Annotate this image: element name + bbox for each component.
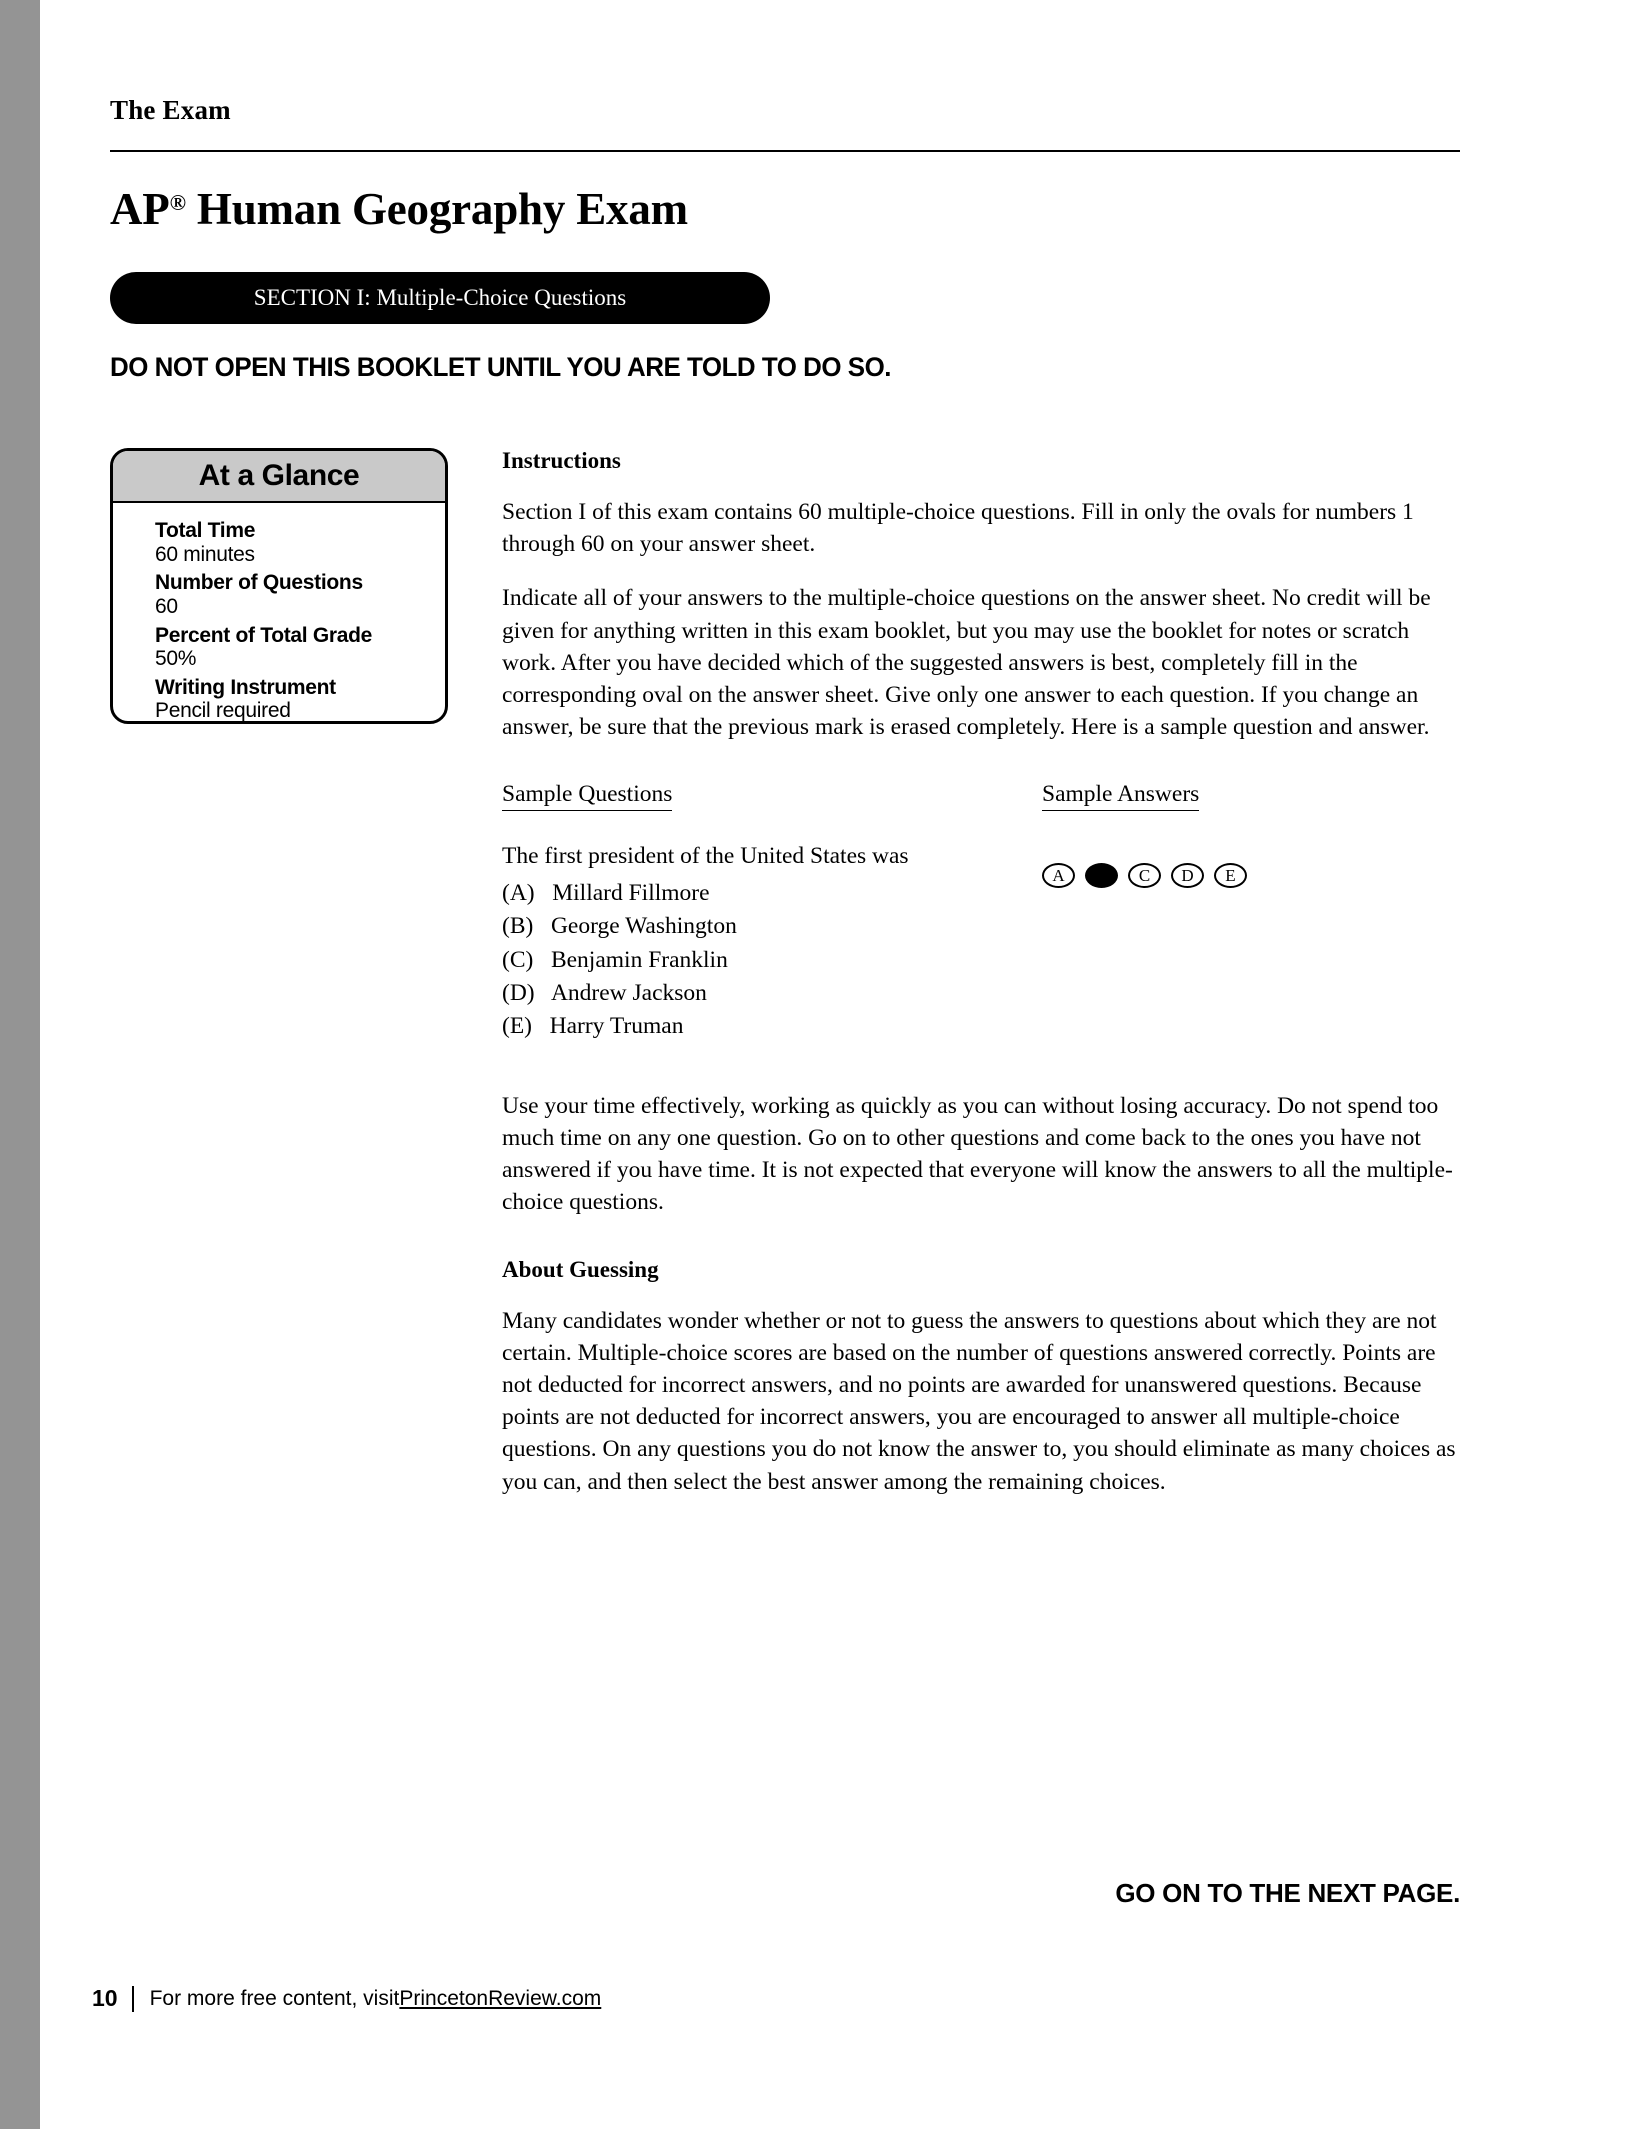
sample-choice-e: (E) Harry Truman	[502, 1013, 684, 1040]
answer-bubble-d[interactable]: D	[1171, 863, 1204, 888]
instructions-column	[502, 448, 1460, 1498]
timing-paragraph: Use your time effectively, working as quickly as you can without losing accuracy. Do not spend too much time on any one question. Go on to other questions and come back to the ones you have not answered if you have time. It is not expected that everyone will know the answers to all the multiple-choice questions.	[502, 1092, 1453, 1216]
sample-choice-c: (C) Benjamin Franklin	[502, 946, 728, 973]
at-a-glance-value-total-time: 60 minutes	[155, 542, 255, 566]
at-a-glance-label-percent-of-total-grade: Percent of Total Grade	[155, 623, 373, 647]
instructions-paragraph-1: Section I of this exam contains 60 multiple-choice questions. Fill in only the ovals for numbers 1 through 60 on your answer sheet.	[502, 499, 1414, 558]
sample-choice-a: (A) Millard Fillmore	[502, 880, 710, 907]
footer-text: For more free content, visit	[149, 1986, 400, 2010]
title-main: AP	[110, 184, 170, 234]
title-rest: Human Geography Exam	[185, 184, 688, 234]
instructions-heading: Instructions	[502, 448, 621, 473]
at-a-glance-label-total-time: Total Time	[155, 519, 256, 542]
page-content	[92, 0, 1510, 2129]
at-a-glance-label-number-of-questions: Number of Questions	[155, 571, 363, 595]
registered-trademark-icon: ®	[169, 190, 186, 215]
sample-choice-d: (D) Andrew Jackson	[502, 980, 707, 1007]
about-guessing-heading: About Guessing	[502, 1256, 659, 1282]
about-guessing-paragraph: Many candidates wonder whether or not to guess the answers to questions about which they are not certain. Multiple-choice scores are based on the number of questions answered correctly. Points are not deducted for incorrect answers, and no points are awarded for unanswered questions. Because points are not deducted for incorrect answers, you are encouraged to answer all multiple-choice questions. On any questions you do not know the answer to, you should eliminate as many choices as you can, and then select the best answer among the remaining choices.	[502, 1307, 1456, 1495]
sample-question-block	[502, 841, 1460, 1044]
page-title	[110, 183, 688, 235]
page-number: 10	[92, 1985, 118, 2011]
section-banner-label: SECTION I: Multiple-Choice Questions	[253, 285, 627, 310]
footer-divider	[132, 1986, 134, 2012]
page-edge-bar	[0, 0, 40, 2129]
answer-bubble-e[interactable]: E	[1214, 863, 1247, 888]
at-a-glance-body	[113, 503, 445, 724]
at-a-glance-header: At a Glance	[113, 451, 445, 503]
at-a-glance-value-percent-of-total-grade: 50%	[155, 647, 197, 671]
sample-labels-row	[502, 781, 1460, 811]
instructions-paragraph-2: Indicate all of your answers to the multiple-choice questions on the answer sheet. No credit will be given for anything written in this exam booklet, but you may use the booklet for notes or scratch work. After you have decided which of the suggested answers is best, completely fill in the corresponding oval on the answer sheet. Give only one answer to each question. If you change an answer, be sure that the previous mark is erased completely. Here is a sample question and answer.	[502, 585, 1431, 741]
at-a-glance-value-writing-instrument: Pencil required	[155, 699, 291, 723]
go-on-notice: GO ON TO THE NEXT PAGE.	[1115, 1878, 1460, 1908]
sample-choices	[502, 877, 1460, 1044]
sample-question-stem: The first president of the United States was	[502, 843, 909, 870]
at-a-glance-label-writing-instrument: Writing Instrument	[155, 675, 336, 699]
sample-choice-b: (B) George Washington	[502, 913, 737, 940]
answer-bubble-a[interactable]: A	[1042, 863, 1075, 888]
at-a-glance-value-number-of-questions: 60	[155, 594, 178, 618]
page-footer	[92, 1985, 601, 2012]
answer-bubble-c[interactable]: C	[1128, 863, 1161, 888]
section-banner	[110, 272, 770, 324]
at-a-glance-box	[110, 448, 448, 724]
sample-questions-label: Sample Questions	[502, 781, 672, 811]
header-divider	[110, 150, 1460, 152]
sample-answers-label: Sample Answers	[1042, 781, 1199, 811]
sample-answer-bubbles	[1042, 863, 1247, 888]
footer-link[interactable]: PrincetonReview.com	[399, 1986, 602, 2010]
do-not-open-notice: DO NOT OPEN THIS BOOKLET UNTIL YOU ARE TOLD TO DO SO.	[110, 352, 892, 382]
running-head: The Exam	[110, 95, 231, 125]
answer-bubble-b-filled[interactable]	[1085, 863, 1118, 888]
